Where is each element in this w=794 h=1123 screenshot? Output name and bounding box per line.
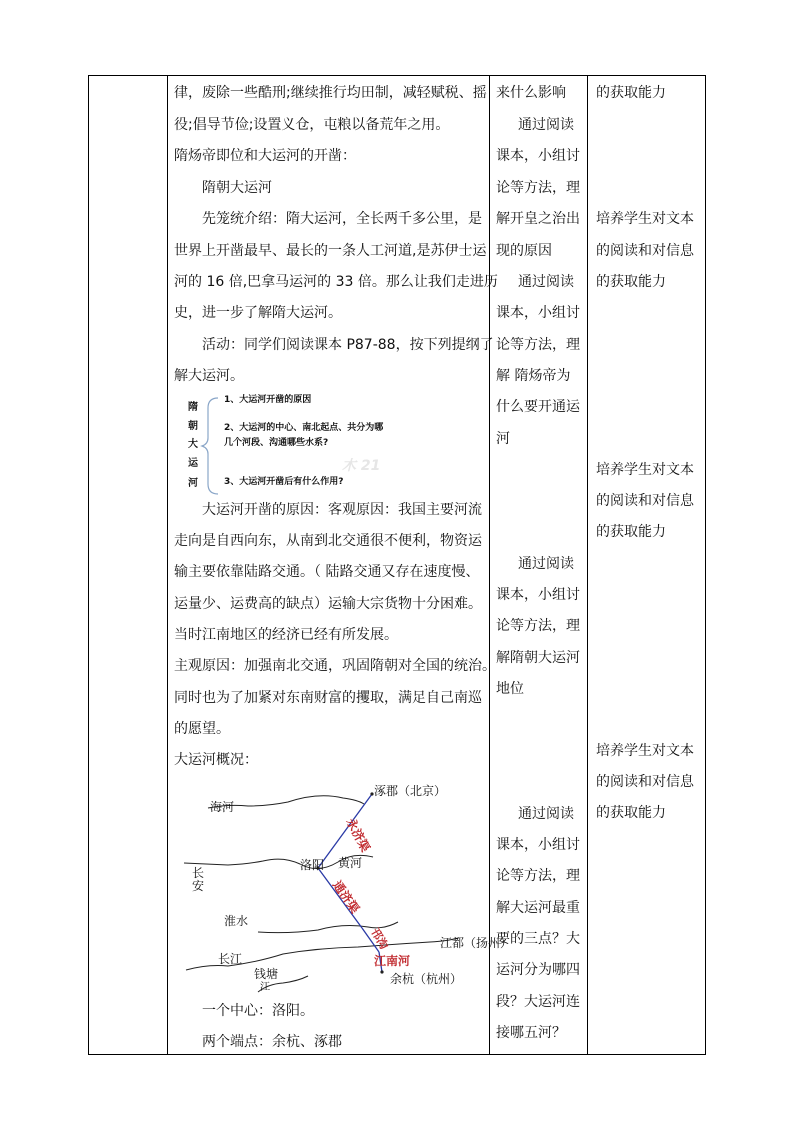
activity-line: 河 <box>496 431 510 447</box>
content-line: 律，废除一些酷刑;继续推行均田制，减轻赋税、摇 <box>174 85 487 101</box>
activity-line: 通过阅读 <box>518 274 574 290</box>
map-label-yuhang: 余杭（杭州） <box>390 972 463 986</box>
content-line: 世界上开凿最早、最长的一条人工河道,是苏伊士运 <box>174 243 487 259</box>
content-line: 活动：同学们阅读课本 P87-88，按下列提纲了 <box>202 337 494 353</box>
watermark: 木 21 <box>342 458 381 474</box>
map-label-hangou: 邗沟 <box>368 925 391 952</box>
content-line: 役;倡导节俭;设置义仓，屯粮以备荒年之用。 <box>174 117 450 133</box>
content-line: 先笼统介绍：隋大运河，全长两千多公里，是 <box>202 211 482 227</box>
activity-line: 课本，小组讨 <box>496 305 580 321</box>
outline-vertical-char: 河 <box>188 478 198 489</box>
content-line: 大运河概况： <box>174 752 258 768</box>
outline-item: 2、大运河的中心、南北起点、共分为哪 <box>224 423 384 433</box>
content-line: 隋炀帝即位和大运河的开凿： <box>174 148 356 164</box>
activity-line: 解开皇之治出 <box>496 211 580 227</box>
outline-vertical-char: 大 <box>188 439 198 450</box>
content-line: 一个中心：洛阳。 <box>202 1003 314 1019</box>
content-line: 河的 16 倍,巴拿马运河的 33 倍。那么让我们走进历 <box>174 274 498 290</box>
map-label-jiangdu: 江都（扬州） <box>440 936 513 950</box>
activity-line: 课本，小组讨 <box>496 837 580 853</box>
map-label-yongjiqu: 永济渠 <box>343 815 373 855</box>
activity-line: 来什么影响 <box>496 85 566 101</box>
activity-line: 论等方法，理 <box>496 868 580 884</box>
activity-line: 运河分为哪四 <box>496 962 580 978</box>
intent-line: 培养学生对文本 <box>596 211 694 227</box>
content-line: 运量少、运费高的缺点）运输大宗货物十分困难。 <box>174 596 482 612</box>
map-label-tongjiqu: 通济渠 <box>329 878 363 916</box>
activity-line: 什么要开通运 <box>496 399 580 415</box>
map-label-jiangnanhe: 江南河 <box>374 954 411 968</box>
outline-item: 1、大运河开凿的原因 <box>224 395 312 405</box>
map-label-changan: 长安 <box>192 866 205 893</box>
content-line: 当时江南地区的经济已经有所发展。 <box>174 627 398 643</box>
activity-line: 论等方法，理 <box>496 337 580 353</box>
activity-line: 通过阅读 <box>518 117 574 133</box>
blank-first-column <box>89 76 167 1054</box>
content-line: 的愿望。 <box>174 721 230 737</box>
map-label-zhuojun: 涿郡（北京） <box>374 784 447 798</box>
lesson-plan-table <box>88 75 706 1055</box>
map-label-huaishui: 淮水 <box>224 914 249 928</box>
activity-line: 要的三点？大 <box>496 931 580 947</box>
map-label-jiang: 江 <box>260 982 270 993</box>
activity-line: 通过阅读 <box>518 806 574 822</box>
outline-item: 几个河段、沟通哪些水系? <box>224 438 329 448</box>
intent-line: 培养学生对文本 <box>596 743 694 759</box>
map-label-huanghe: 黄河 <box>338 856 363 870</box>
intent-line: 的阅读和对信息 <box>596 493 694 509</box>
activity-line: 段？大运河连 <box>496 994 580 1010</box>
content-line: 解大运河。 <box>174 368 244 384</box>
content-line: 史，进一步了解隋大运河。 <box>174 305 342 321</box>
activity-line: 论等方法，理 <box>496 618 580 634</box>
activity-line: 课本，小组讨 <box>496 587 580 603</box>
intent-line: 的获取能力 <box>596 85 666 101</box>
outline-vertical-char: 运 <box>188 458 198 469</box>
intent-line: 的阅读和对信息 <box>596 774 694 790</box>
content-line: 走向是自西向东，从南到北交通很不便利，物资运 <box>174 533 482 549</box>
content-line: 同时也为了加紧对东南财富的攫取，满足自己南巡 <box>174 690 482 706</box>
map-label-changjiang: 长江 <box>218 952 243 966</box>
activity-line: 解大运河最重 <box>496 900 580 916</box>
intent-line: 的获取能力 <box>596 805 666 821</box>
outline-item: 3、大运河开凿后有什么作用? <box>224 477 344 487</box>
intent-line: 的阅读和对信息 <box>596 243 694 259</box>
grand-canal-map <box>168 782 513 993</box>
activity-line: 解隋朝大运河 <box>496 650 580 666</box>
activity-line: 通过阅读 <box>518 556 574 572</box>
outline-figure <box>174 394 490 496</box>
intent-line: 培养学生对文本 <box>596 462 694 478</box>
activity-line: 论等方法，理 <box>496 180 580 196</box>
activity-line: 课本，小组讨 <box>496 148 580 164</box>
content-line: 大运河开凿的原因：客观原因：我国主要河流 <box>202 502 482 518</box>
intent-line: 的获取能力 <box>596 274 666 290</box>
content-line: 隋朝大运河 <box>202 180 272 196</box>
activity-line: 解 隋炀帝为 <box>496 368 571 384</box>
activity-line: 接哪五河？ <box>496 1025 566 1041</box>
outline-vertical-char: 朝 <box>188 421 198 432</box>
intent-line: 的获取能力 <box>596 524 666 540</box>
student-activity-cell <box>490 76 587 1054</box>
activity-line: 现的原因 <box>496 243 552 259</box>
content-line: 主观原因：加强南北交通，巩固隋朝对全国的统治。 <box>174 658 496 674</box>
content-line: 输主要依靠陆路交通。（ 陆路交通又存在速度慢、 <box>174 564 480 580</box>
content-line: 两个端点：余杭、涿郡 <box>202 1034 342 1050</box>
map-label-haihe: 海河 <box>210 800 235 814</box>
design-intent-cell <box>588 76 705 1054</box>
activity-line: 地位 <box>496 681 524 697</box>
map-label-qiantang: 钱塘 <box>254 967 279 981</box>
map-label-luoyang: 洛阳 <box>300 858 325 872</box>
outline-vertical-char: 隋 <box>188 402 198 413</box>
